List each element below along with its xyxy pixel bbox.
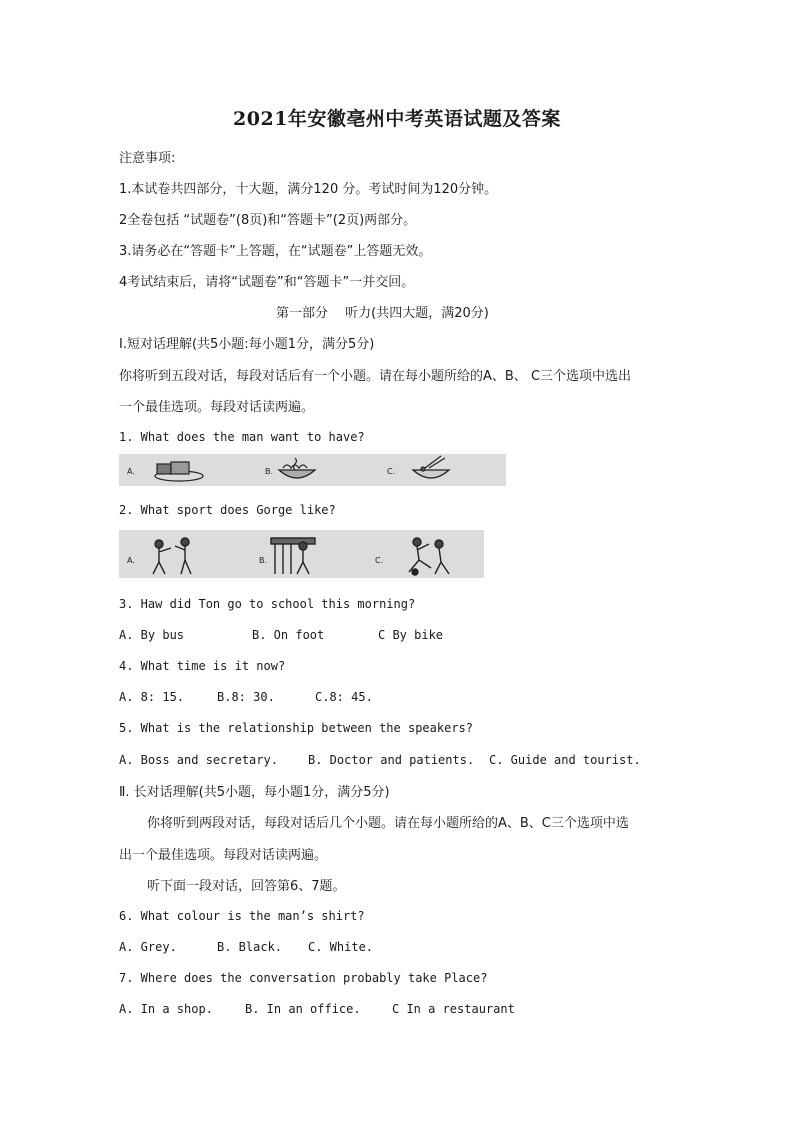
question-1: 1. What does the man want to have? <box>119 430 365 444</box>
notice-heading: 注意事项: <box>119 151 176 166</box>
page-title: 2021年安徽亳州中考英语试题及答案 <box>233 108 561 130</box>
section1-instruction-line1: 你将听到五段对话，每段对话后有一个小题。请在每小题所给的A、B、 C三个选项中选出 <box>119 369 632 384</box>
section2-heading: Ⅱ. 长对话理解(共5小题，每小题1分，满分5分) <box>119 785 390 800</box>
question-5: 5. What is the relationship between the speakers? <box>119 721 474 735</box>
question-6: 6. What colour is the man’s shirt? <box>119 909 365 923</box>
q4-option-c: C.8: 45. <box>315 690 373 704</box>
question-4: 4. What time is it now? <box>119 659 286 673</box>
q2-image-label-c: C. <box>375 556 384 565</box>
q5-option-b: B. Doctor and patients. <box>308 753 475 767</box>
notice-item-2: 2全卷包括 “试题卷”(8页)和“答题卡”(2页)两部分。 <box>119 213 417 228</box>
q5-option-a: A. Boss and secretary. <box>119 753 278 767</box>
section2-instruction-line1: 你将听到两段对话，每段对话后几个小题。请在每小题所给的A、B、C三个选项中选 <box>147 816 629 831</box>
part1-heading: 第一部分 听力(共四大题，满20分) <box>276 306 489 321</box>
question-1-picture-strip <box>119 454 506 486</box>
q5-option-c: C. Guide and tourist. <box>489 753 641 767</box>
section1-heading: Ⅰ.短对话理解(共5小题:每小题1分，满分5分) <box>119 337 375 352</box>
q7-option-b: B. In an office. <box>245 1002 361 1016</box>
question-3: 3. Haw did Ton go to school this morning? <box>119 597 416 611</box>
noodles-icon <box>279 458 315 478</box>
question-2-picture-strip <box>119 530 484 578</box>
q1-image-label-b: B. <box>265 467 274 476</box>
section2-instruction-line2: 出一个最佳选项。每段对话读两遍。 <box>119 848 328 863</box>
q3-option-b: B. On foot <box>252 628 325 642</box>
cake-icon <box>155 462 203 481</box>
running-icon <box>271 538 315 574</box>
section1-instruction-line2: 一个最佳选项。每段对话读两遍。 <box>119 400 315 415</box>
q6-option-b: B. Black. <box>217 940 283 954</box>
q3-option-c: C By bike <box>378 628 444 642</box>
q1-image-label-c: C. <box>387 467 396 476</box>
question-7: 7. Where does the conversation probably take Place? <box>119 971 488 985</box>
q7-option-c: C In a restaurant <box>392 1002 515 1016</box>
q7-option-a: A. In a shop. <box>119 1002 213 1016</box>
football-icon <box>409 538 449 575</box>
q3-option-a: A. By bus <box>119 628 185 642</box>
q6-option-a: A. Grey. <box>119 940 177 954</box>
question-2: 2. What sport does Gorge like? <box>119 503 336 517</box>
boxing-icon <box>153 538 191 574</box>
q4-option-a: A. 8: 15. <box>119 690 185 704</box>
q1-image-label-a: A. <box>127 467 135 476</box>
notice-item-4: 4考试结束后，请将“试题卷”和“答题卡”一并交回。 <box>119 275 415 290</box>
q2-image-label-b: B. <box>259 556 268 565</box>
section2-sub-instruction: 听下面一段对话，回答第6、7题。 <box>147 879 346 894</box>
q1-food-illustrations <box>119 454 506 486</box>
q6-option-c: C. White. <box>308 940 374 954</box>
q4-option-b: B.8: 30. <box>217 690 275 704</box>
q2-image-label-a: A. <box>127 556 135 565</box>
q2-sport-illustrations <box>119 530 484 578</box>
dumplings-icon <box>413 456 449 478</box>
notice-item-3: 3.请务必在“答题卡”上答题，在“试题卷”上答题无效。 <box>119 244 432 259</box>
notice-item-1: 1.本试卷共四部分，十大题，满分120 分。考试时间为120分钟。 <box>119 182 498 197</box>
